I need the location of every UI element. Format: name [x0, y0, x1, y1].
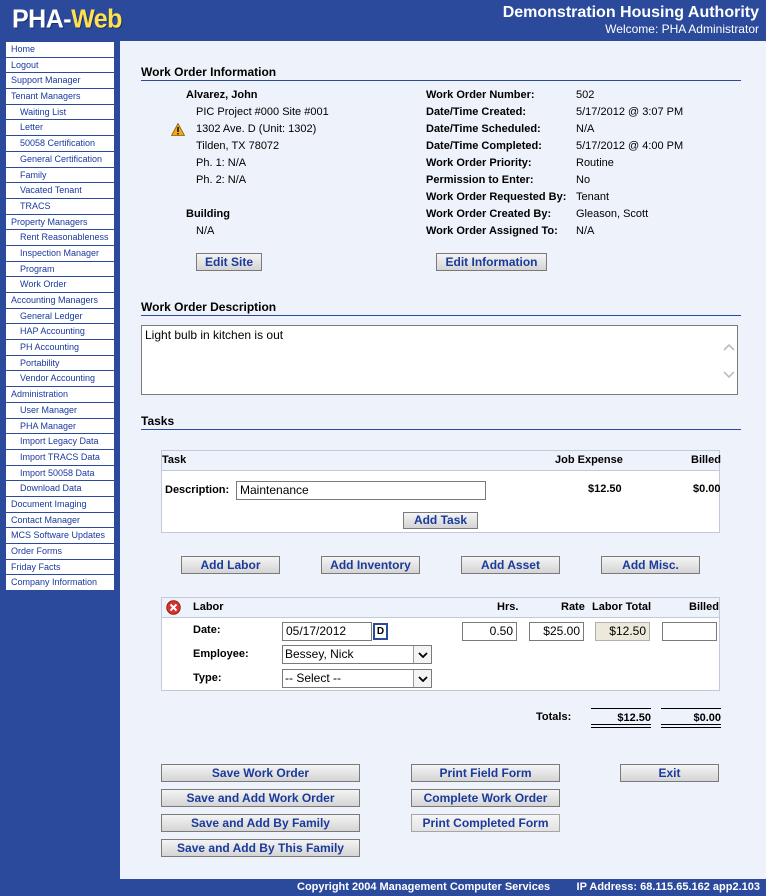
labor-col-labor-total: Labor Total: [592, 601, 652, 613]
labor-panel: [161, 597, 720, 691]
task-panel-header: [162, 451, 719, 471]
sidebar-item-hap-accounting[interactable]: HAP Accounting: [6, 324, 114, 340]
sidebar-item-contact-manager[interactable]: Contact Manager: [6, 513, 114, 529]
field-label-work-order-number: Work Order Number:: [426, 89, 535, 101]
building-value: N/A: [196, 225, 215, 237]
sidebar-item-home[interactable]: Home: [6, 42, 114, 58]
sidebar-item-50058-certification[interactable]: 50058 Certification: [6, 136, 114, 152]
sidebar-item-portability[interactable]: Portability: [6, 356, 114, 372]
sidebar-item-import-legacy-data[interactable]: Import Legacy Data: [6, 434, 114, 450]
field-value-work-order-assigned-to: N/A: [576, 225, 595, 237]
sidebar-item-user-manager[interactable]: User Manager: [6, 403, 114, 419]
sidebar-item-administration[interactable]: Administration: [6, 387, 114, 403]
field-label-work-order-assigned-to: Work Order Assigned To:: [426, 225, 558, 237]
description-textarea[interactable]: [141, 325, 738, 395]
sidebar-item-ph-accounting[interactable]: PH Accounting: [6, 340, 114, 356]
sidebar-item-download-data[interactable]: Download Data: [6, 481, 114, 497]
task-description-label: Description:: [165, 484, 230, 496]
totals-total: $12.50: [617, 712, 651, 724]
logo-text-web: Web: [71, 4, 122, 34]
field-label-work-order-requested-by: Work Order Requested By:: [426, 191, 567, 203]
sidebar-item-import-tracs-data[interactable]: Import TRACS Data: [6, 450, 114, 466]
save-work-order-button[interactable]: Save Work Order: [161, 764, 360, 782]
section-title-description: Work Order Description: [141, 300, 741, 316]
print-field-form-button[interactable]: Print Field Form: [411, 764, 560, 782]
field-label-work-order-priority: Work Order Priority:: [426, 157, 532, 169]
field-label-date-time-scheduled: Date/Time Scheduled:: [426, 123, 541, 135]
labor-billed-input[interactable]: [662, 622, 717, 641]
sidebar-item-order-forms[interactable]: Order Forms: [6, 544, 114, 560]
logo-text-pha: PHA-: [12, 4, 72, 34]
footer-bar: [0, 879, 766, 896]
labor-employee-value: Bessey, Nick: [285, 647, 354, 661]
edit-information-button[interactable]: Edit Information: [436, 253, 547, 271]
address-line2: Tilden, TX 78072: [196, 140, 280, 152]
sidebar-item-property-managers[interactable]: Property Managers: [6, 215, 114, 231]
app-logo: [12, 4, 122, 34]
add-labor-button[interactable]: Add Labor: [181, 556, 280, 574]
labor-col-billed: Billed: [689, 601, 719, 613]
sidebar-item-document-imaging[interactable]: Document Imaging: [6, 497, 114, 513]
totals-rule-bottom: [591, 724, 651, 728]
sidebar-item-mcs-software-updates[interactable]: MCS Software Updates: [6, 528, 114, 544]
sidebar-item-company-information[interactable]: Company Information: [6, 575, 114, 591]
add-task-button[interactable]: Add Task: [403, 512, 478, 529]
sidebar-item-tenant-managers[interactable]: Tenant Managers: [6, 89, 114, 105]
task-description-input[interactable]: Maintenance: [236, 481, 486, 500]
task-billed: $0.00: [693, 483, 721, 495]
sidebar-nav: [5, 41, 115, 592]
add-misc-button[interactable]: Add Misc.: [601, 556, 700, 574]
field-value-date-time-completed: 5/17/2012 @ 4:00 PM: [576, 140, 684, 152]
add-asset-button[interactable]: Add Asset: [461, 556, 560, 574]
description-text: Light bulb in kitchen is out: [145, 328, 284, 342]
field-value-work-order-requested-by: Tenant: [576, 191, 610, 203]
footer-copyright: Copyright 2004 Management Computer Services: [297, 881, 551, 893]
tenant-name: Alvarez, John: [186, 89, 258, 101]
phone-2: Ph. 2: N/A: [196, 174, 247, 186]
labor-type-label: Type:: [193, 672, 222, 684]
field-label-date-time-created: Date/Time Created:: [426, 106, 527, 118]
task-panel: [161, 450, 720, 533]
sidebar-item-tracs[interactable]: TRACS: [6, 199, 114, 215]
field-value-work-order-priority: Routine: [576, 157, 614, 169]
field-label-permission-to-enter: Permission to Enter:: [426, 174, 534, 186]
labor-title: Labor: [193, 601, 224, 613]
labor-total-field: $12.50: [595, 622, 650, 641]
labor-hrs-input[interactable]: 0.50: [462, 622, 517, 641]
task-col-job-expense: Job Expense: [555, 454, 623, 466]
sidebar-item-letter[interactable]: Letter: [6, 120, 114, 136]
sidebar-item-vendor-accounting[interactable]: Vendor Accounting: [6, 371, 114, 387]
billed-rule-top: [661, 708, 721, 709]
sidebar-item-inspection-manager[interactable]: Inspection Manager: [6, 246, 114, 262]
scroll-up-icon[interactable]: [723, 340, 735, 354]
save-and-add-by-family-button[interactable]: Save and Add By Family: [161, 814, 360, 832]
labor-rate-input[interactable]: $25.00: [529, 622, 584, 641]
complete-work-order-button[interactable]: Complete Work Order: [411, 789, 560, 807]
sidebar-item-support-manager[interactable]: Support Manager: [6, 73, 114, 89]
field-label-work-order-created-by: Work Order Created By:: [426, 208, 552, 220]
field-value-work-order-created-by: Gleason, Scott: [576, 208, 649, 220]
header-bar: [0, 0, 766, 40]
sidebar-item-logout[interactable]: Logout: [6, 58, 114, 74]
sidebar-item-vacated-tenant[interactable]: Vacated Tenant: [6, 183, 114, 199]
sidebar-item-waiting-list[interactable]: Waiting List: [6, 105, 114, 121]
warning-icon: [171, 123, 185, 139]
sidebar-item-general-ledger[interactable]: General Ledger: [6, 309, 114, 325]
labor-type-value: -- Select --: [285, 671, 342, 685]
totals-rule-top: [591, 708, 651, 709]
building-label: Building: [186, 208, 230, 220]
section-title-tasks: Tasks: [141, 414, 741, 430]
save-and-add-by-this-family-button[interactable]: Save and Add By This Family: [161, 839, 360, 857]
field-value-date-time-scheduled: N/A: [576, 123, 595, 135]
sidebar-item-import-50058-data[interactable]: Import 50058 Data: [6, 466, 114, 482]
add-inventory-button[interactable]: Add Inventory: [321, 556, 420, 574]
labor-date-label: Date:: [193, 624, 221, 636]
welcome-text: Welcome: PHA Administrator: [605, 22, 759, 36]
edit-site-button[interactable]: Edit Site: [196, 253, 262, 271]
sidebar-item-work-order[interactable]: Work Order: [6, 277, 114, 293]
footer-ip-address: IP Address: 68.115.65.162 app2.103: [576, 881, 760, 893]
site-text: PIC Project #000 Site #001: [196, 106, 329, 118]
chevron-down-icon[interactable]: [413, 670, 431, 687]
main-content: [120, 41, 766, 879]
scroll-down-icon[interactable]: [723, 368, 735, 382]
field-label-date-time-completed: Date/Time Completed:: [426, 140, 542, 152]
date-picker-button[interactable]: D: [373, 623, 388, 640]
org-title: Demonstration Housing Authority: [502, 4, 759, 21]
address-line1: 1302 Ave. D (Unit: 1302): [196, 123, 317, 135]
labor-date-input[interactable]: 05/17/2012: [282, 622, 372, 641]
sidebar-item-rent-reasonableness[interactable]: Rent Reasonableness: [6, 230, 114, 246]
task-col-billed: Billed: [691, 454, 721, 466]
delete-labor-icon[interactable]: [166, 600, 181, 618]
sidebar-item-friday-facts[interactable]: Friday Facts: [6, 560, 114, 576]
labor-employee-label: Employee:: [193, 648, 249, 660]
save-and-add-work-order-button[interactable]: Save and Add Work Order: [161, 789, 360, 807]
task-job-expense: $12.50: [588, 483, 622, 495]
field-value-date-time-created: 5/17/2012 @ 3:07 PM: [576, 106, 684, 118]
totals-billed: $0.00: [693, 712, 721, 724]
phone-1: Ph. 1: N/A: [196, 157, 247, 169]
sidebar-item-pha-manager[interactable]: PHA Manager: [6, 419, 114, 435]
labor-employee-select[interactable]: [282, 645, 432, 664]
sidebar-item-accounting-managers[interactable]: Accounting Managers: [6, 293, 114, 309]
field-value-permission-to-enter: No: [576, 174, 591, 186]
totals-label: Totals:: [536, 711, 572, 723]
labor-type-select[interactable]: [282, 669, 432, 688]
exit-button[interactable]: Exit: [620, 764, 719, 782]
sidebar-item-program[interactable]: Program: [6, 262, 114, 278]
section-title-work-order-info: Work Order Information: [141, 65, 741, 81]
sidebar-item-family[interactable]: Family: [6, 168, 114, 184]
field-value-work-order-number: 502: [576, 89, 595, 101]
print-completed-form-button[interactable]: Print Completed Form: [411, 814, 560, 832]
sidebar-item-general-certification[interactable]: General Certification: [6, 152, 114, 168]
billed-rule-bottom: [661, 724, 721, 728]
task-col-task: Task: [162, 454, 187, 466]
labor-col-hrs: Hrs.: [497, 601, 519, 613]
labor-col-rate: Rate: [561, 601, 585, 613]
chevron-down-icon[interactable]: [413, 646, 431, 663]
